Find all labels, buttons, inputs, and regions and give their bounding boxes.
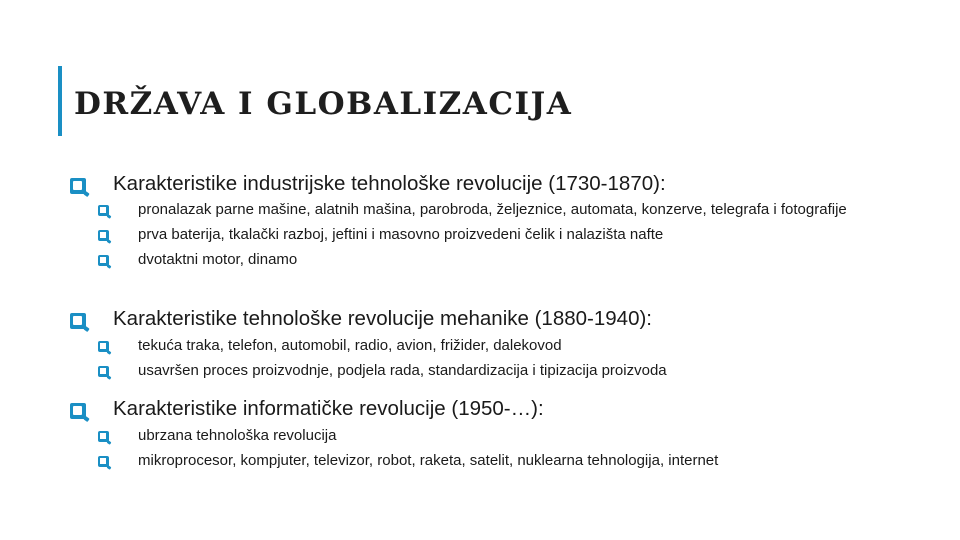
hollow-square-bullet-icon: [98, 205, 109, 216]
section-item-list: [70, 426, 910, 470]
section-heading-label: Karakteristike tehnološke revolucije mehanike (1880-1940):: [113, 307, 652, 330]
list-item: [70, 451, 910, 470]
section-information-revolution: [70, 397, 910, 469]
section-heading-label: Karakteristike informatičke revolucije (1950-…):: [113, 397, 544, 420]
section-item-list: [70, 200, 910, 269]
list-item-text: usavršen proces proizvodnje, podjela rada, standardizacija i tipizacija proizvoda: [138, 362, 667, 379]
section-heading: [70, 397, 910, 427]
section-heading-label: Karakteristike industrijske tehnološke revolucije (1730-1870):: [113, 172, 666, 195]
section-heading: [70, 307, 910, 337]
list-item-text: pronalazak parne mašine, alatnih mašina, parobroda, željeznice, automata, konzerve, telegrafa i fotografije: [138, 201, 847, 218]
hollow-square-bullet-icon: [70, 178, 86, 194]
list-item: [70, 225, 910, 244]
list-item-text: prva baterija, tkalački razboj, jeftini i masovno proizvedeni čelik i nalazišta nafte: [138, 226, 664, 243]
list-item: [70, 200, 910, 219]
list-item: [70, 426, 910, 445]
list-item: [70, 336, 910, 355]
slide-title: DRŽAVA I GLOBALIZACIJA: [74, 86, 573, 122]
list-item-text: tekuća traka, telefon, automobil, radio, avion, frižider, dalekovod: [138, 337, 562, 354]
hollow-square-bullet-icon: [98, 230, 109, 241]
hollow-square-bullet-icon: [70, 403, 86, 419]
hollow-square-bullet-icon: [98, 341, 109, 352]
hollow-square-bullet-icon: [98, 431, 109, 442]
list-item: [70, 250, 910, 269]
hollow-square-bullet-icon: [98, 366, 109, 377]
hollow-square-bullet-icon: [70, 313, 86, 329]
section-heading: [70, 172, 910, 202]
section-mechanics-revolution: [70, 307, 910, 379]
section-industrial-revolution: [70, 172, 910, 268]
section-item-list: [70, 336, 910, 380]
list-item-text: ubrzana tehnološka revolucija: [138, 427, 337, 444]
hollow-square-bullet-icon: [98, 255, 109, 266]
list-item-text: dvotaktni motor, dinamo: [138, 251, 298, 268]
list-item-text: mikroprocesor, kompjuter, televizor, robot, raketa, satelit, nuklearna tehnologija, internet: [138, 452, 719, 469]
hollow-square-bullet-icon: [98, 456, 109, 467]
list-item: [70, 361, 910, 380]
